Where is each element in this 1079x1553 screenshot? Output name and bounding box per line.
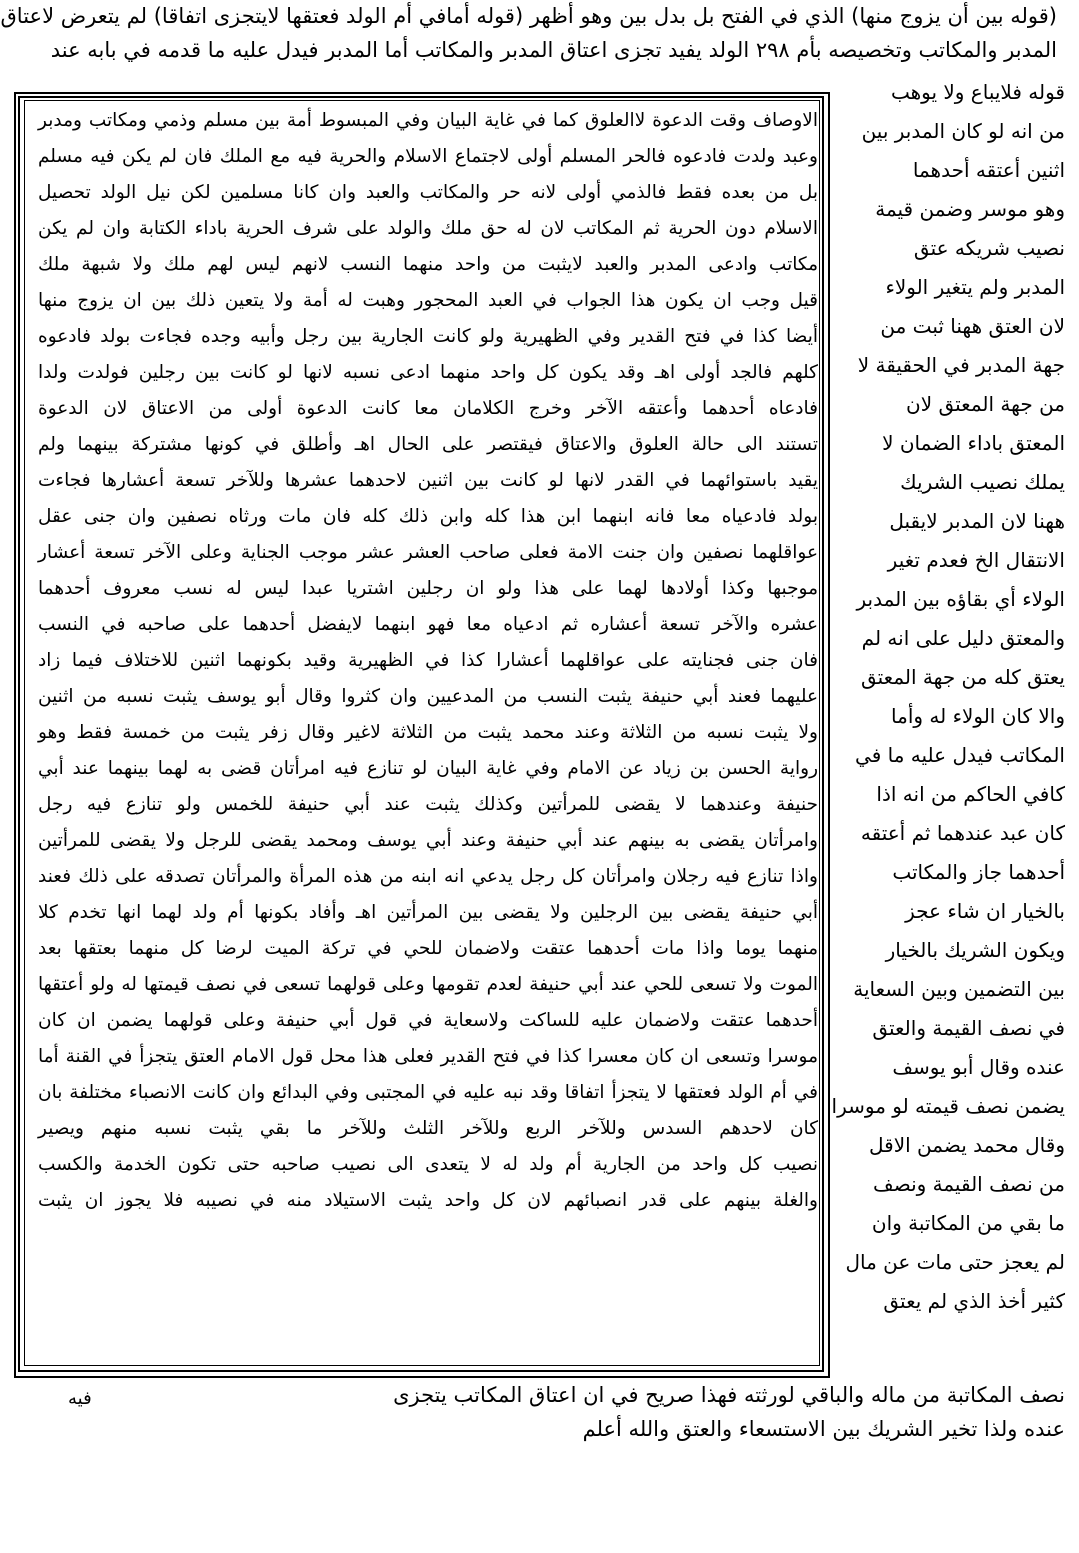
side-line: اثنين أعتقه أحدهما	[912, 158, 1065, 182]
side-line: المدبر ولم يتغير الولاء	[885, 275, 1065, 299]
main-line: كلهم فالجد أولى اهـ وقد يكون كل واحد منهما ادعى نسبه لانها لو كانت بين رجلين فولدت ولدا	[38, 362, 818, 383]
side-line: المكاتب فيدل عليه ما في	[855, 743, 1065, 767]
main-line: عليهما فعند أبي حنيفة يثبت النسب من المدعيين وان كثروا وقال أبو يوسف يثبت نسبه من اثنين	[38, 686, 818, 707]
bottom-line-1: نصف المكاتبة من ماله والباقي لورثته فهذا صريح في ان اعتاق المكاتب يتجزى	[393, 1383, 1065, 1407]
side-line: من جهة المعتق لان	[906, 392, 1065, 416]
main-line: أبي حنيفة يقضى بين الرجلين ولا يقضى بين المرأتين اهـ وأفاد بكونها أم ولد لهما انها تخدم كلا	[38, 902, 818, 923]
main-line: أحدهما عتقت ولاضمان عليه للساكت ولاسعاية في قول أبي حنيفة وعلى قولهما يضمن ان كان	[38, 1010, 818, 1031]
main-line: في أم الولد فعتقها لا يتجزأ اتفاقا وقد نبه عليه في المجتبى وفي البدائع وان كانت الانصباء مختلفة بان	[38, 1082, 818, 1103]
main-line: الاسلام دون الحرية ثم المكاتب لان له حق ملك والولد على شرف الحرية باداء الكتابة وان لم يكن	[38, 218, 818, 239]
main-line: حنيفة وعندهما لا يقضى للمرأتين وكذلك يثبت عند أبي حنيفة للخمس ولو تنازع فيه رجل	[38, 794, 818, 815]
side-line: وقال محمد يضمن الاقل	[869, 1133, 1065, 1157]
main-line: بل من بعده فقط فالذمي أولى لانه حر والمكاتب والعبد وان كانا مسلمين لكن نيل الولد تحصيل	[38, 182, 818, 203]
main-line: مكاتب وادعى المدبر والعبد لايثبت من واحد منهما النسب لانهم ليس لهم ملك ولا شبهة ملك	[38, 254, 818, 275]
main-line: قيل وجب ان يكون هذا الجواب في العبد المحجور وهبت له أمة ولا يتعين ذلك بين ان يزوج منها	[38, 290, 818, 311]
side-line: يعتق كله من جهة المعتق	[860, 665, 1065, 689]
header-line-1: (قوله بين أن يزوج منها) الذي في الفتح بل بدل بين وهو أظهر (قوله أمافي أم الولد فعتقها لايتجزى اتفاقا) لم يتعرض لاعتاق	[0, 4, 1057, 28]
side-line: ههنا لان المدبر لايقبل	[889, 509, 1065, 533]
main-line: فان جنى فجنايته على عواقلهما أعشارا كذا في الظهيرية وقيد بكونهما اثنين للاختلاف فيما زاد	[38, 650, 818, 671]
side-line: وهو موسر وضمن قيمة	[875, 197, 1065, 221]
main-line: واذا تنازع فيه رجلان وامرأتان كل رجل يدعي انه ابنه من هذه المرأة والمرأتان تصدقه على ذلك فعند	[38, 866, 818, 887]
main-line: فادعاه أحدهما وأعتقه الآخر وخرج الكلامان معا كانت الدعوة أولى من الاعتاق لان الدعوة	[38, 398, 818, 419]
side-line: نصيب شريكه عتق	[913, 236, 1065, 260]
main-line: موسرا وتسعى ان كان معسرا كذا في فتح القدير فعلى هذا محل قول الامام العتق يتجزأ في القنة أما	[38, 1046, 818, 1067]
side-line: أحدهما جاز والمكاتب	[892, 860, 1065, 884]
side-line: جهة المدبر في الحقيقة لا	[857, 353, 1065, 377]
main-line: وامرأتان يقضى به بينهم عند أبي حنيفة وعند أبي يوسف ومحمد يقضى للرجل ولا يقضى للمرأتين	[38, 830, 818, 851]
header-line-2: المدبر والمكاتب وتخصيصه بأم ٢٩٨ الولد يفيد تجزى اعتاق المدبر والمكاتب أما المدبر فيدل عليه ما قدمه في بابه عند	[50, 38, 1057, 62]
main-line: الموت ولا تسعى للحي عند أبي حنيفة لعدم تقومها وعلى قولهما تسعى في نصف قيمتها له ولو أعتقها	[38, 974, 818, 995]
main-line: بولد فادعياه معا فانه ابنهما ابن هذا كله وابن ذلك كله فان مات ورثاه نصفين وان جنى عقل	[38, 506, 818, 527]
main-line: نصيب كل واحد من الجارية أم ولد له لا يتعدى الى نصيب صاحبه حتى تكون الخدمة والكسب	[38, 1154, 818, 1175]
side-line: من نصف القيمة ونصف	[873, 1172, 1065, 1196]
side-line: والا كان الولاء له وأما	[891, 704, 1065, 728]
main-line: موجبها وكذا أولادها لهما على هذا ولو ان رجلين اشتريا عبدا ليس له نسب معروف أحدهما	[38, 578, 818, 599]
side-line: كافي الحاكم من انه اذا	[876, 782, 1065, 806]
side-line: ويكون الشريك بالخيار	[885, 938, 1065, 962]
main-line: ولا يثبت نسبه من الثلاثة وعند محمد يثبت من الثلاثة لاغير وقال زفر يثبت من خمسة فقط وهو	[38, 722, 818, 743]
main-line: منهما يوما واذا مات أحدهما عتقت ولاضمان للحي في تركة الميت لرضا كل منهما بعتقها بعد	[38, 938, 818, 959]
main-line: عواقلهما نصفين وان جنت الامة فعلى صاحب العشر عشر موجب الجناية وعلى الآخر تسعة أعشار	[38, 542, 818, 563]
side-line: الولاء أي بقاؤه بين المدبر	[856, 587, 1065, 611]
side-line: كثير أخذ الذي لم يعتق	[883, 1289, 1065, 1313]
side-line: يملك نصيب الشريك	[900, 470, 1065, 494]
main-line: عشره والآخر تسعة أعشاره ثم ادعياه معا فهو ابنهما لايفضل أحدهما على صاحبه في النسب	[38, 614, 818, 635]
side-line: كان عبد عندهما ثم أعتقه	[860, 821, 1065, 845]
catchword: فيه	[68, 1388, 92, 1409]
side-line: ما بقي من المكاتبة وان	[871, 1211, 1065, 1235]
side-line: في نصف القيمة والعتق	[872, 1016, 1065, 1040]
side-line: لان العتق ههنا ثبت من	[880, 314, 1065, 338]
side-line: الانتقال الخ فعدم تغير	[887, 548, 1065, 572]
main-line: والغلة بينهم على قدر انصبائهم لان كل واحد يثبت الاستيلاد منه في نصيبه فلا يجوز ان يثبت	[38, 1190, 818, 1211]
main-line: وعبد ولدت فادعوه فالحر المسلم أولى لاجتماع الاسلام والحرية فيه مع الملك فان لم يكن فيه مسلم	[38, 146, 818, 167]
side-line: بالخيار ان شاء عجز	[905, 899, 1065, 923]
main-line: كان لاحدهم السدس وللآخر الربع وللآخر الثلث وللآخر ما بقي يثبت نسبه منهم ويصير	[38, 1118, 818, 1139]
main-line: أيضا كذا في فتح القدير وفي الظهيرية ولو كانت الجارية بين رجل وأبيه وجده فجاءت بولد فادعوه	[38, 326, 818, 347]
side-line: لم يعجز حتى مات عن مال	[845, 1250, 1065, 1274]
main-line: الاوصاف وقت الدعوة لاالعلوق كما في غاية البيان وفي المبسوط أمة بين مسلم وذمي ومكاتب ومدبر	[38, 110, 818, 131]
side-line: عنده وقال أبو يوسف	[892, 1055, 1065, 1079]
side-line: المعتق باداء الضمان لا	[882, 431, 1065, 455]
side-line: من انه لو كان المدبر بين	[861, 119, 1065, 143]
side-line: قوله فلايباع ولا يوهب	[890, 80, 1065, 104]
side-line: يضمن نصف قيمته لو موسرا	[831, 1094, 1065, 1118]
main-line: يقيد باستوائهما في القدر لانها لو كانت بين اثنين لاحدهما عشرها وللآخر تسعة أعشارها فجاءت	[38, 470, 818, 491]
side-line: بين التضمين وبين السعاية	[853, 977, 1065, 1001]
main-line: رواية الحسن بن زياد عن الامام وفي غاية البيان لو تنازع فيه امرأتان قضى به لهما بينهما عند أبي	[38, 758, 818, 779]
main-line: تستند الى حالة العلوق والاعتاق فيقتصر على الحال اهـ وأطلق في كونها مشتركة بينهما ولم	[38, 434, 818, 455]
bottom-line-2: عنده ولذا تخير الشريك بين الاستسعاء والعتق والله أعلم	[582, 1417, 1065, 1441]
side-line: والمعتق دليل على انه لم	[861, 626, 1065, 650]
